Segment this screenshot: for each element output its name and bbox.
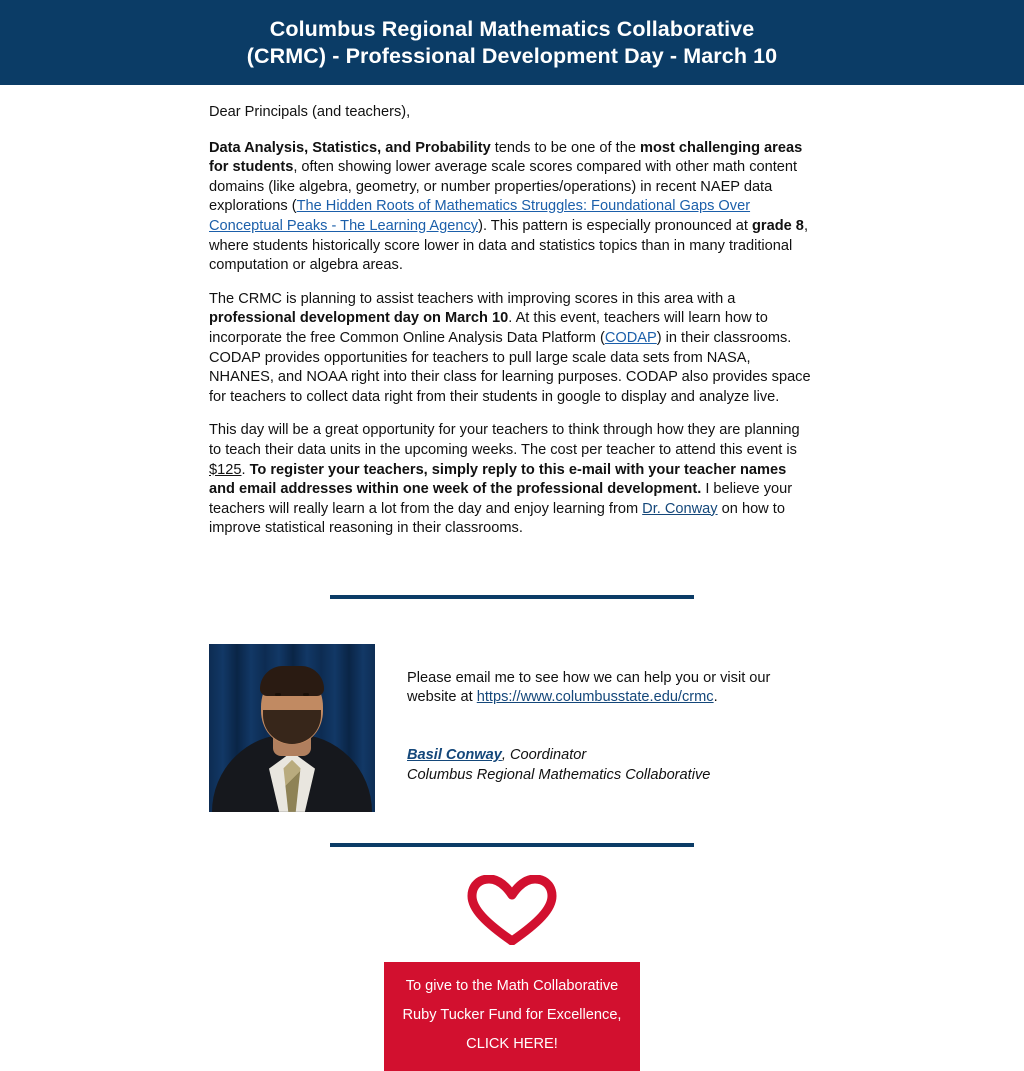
p1-bold-grade: grade 8 [752, 217, 804, 234]
portrait-eye-right [303, 693, 309, 696]
donate-button[interactable] [384, 962, 640, 1071]
p1-bold-challenge: most challenging areas for students [209, 139, 803, 176]
divider-bottom [209, 843, 815, 847]
paragraph-3 [209, 421, 815, 539]
p1-text-2: , often showing lower average scale scores compared with other math content domains (like algebra, geometry, or number properties/operations) in recent NAEP data explorations ( [209, 159, 798, 215]
signature-role: , Coordinator [501, 747, 587, 764]
salutation: Dear Principals (and teachers), [209, 104, 411, 120]
paragraph-2 [209, 290, 815, 408]
p2-text-3: ) in their classrooms. CODAP provides opportunities for teachers to pull large scale data sets from NASA, NHANES, and NOAA right into their class for learning purposes. CODAP also provides space for teachers to collect data right from their students in google to display and analyze live. [209, 329, 811, 405]
p1-bold-topic: Data Analysis, Statistics, and Probability [209, 139, 491, 156]
p3-text-3: I believe your teachers will really learn a lot from the day and enjoy learning from [209, 481, 793, 517]
signature-lead [407, 669, 815, 708]
signature-lead-text: Please email me to see how we can help you or visit our website at [407, 669, 771, 706]
signature-lead-tail: . [713, 689, 718, 706]
p1-text-4: , where students historically score lower in data and statistics topics than in many traditional computation or algebra areas. [209, 217, 808, 274]
p2-text-1: The CRMC is planning to assist teachers with improving scores in this area with a [209, 290, 736, 307]
donate-line-1: To give to the Math Collaborative [405, 977, 619, 994]
p3-text-1: This day will be a great opportunity for your teachers to think through how they are planning to teach their data units in the upcoming weeks. The cost per teacher to attend this event is [209, 422, 800, 458]
signature-name-line [407, 746, 815, 766]
p1-text-3: ). This pattern is especially pronounced at [478, 217, 753, 234]
portrait-image [209, 644, 375, 812]
paragraph-1 [209, 139, 815, 276]
link-codap[interactable]: CODAP [604, 329, 657, 346]
link-signature-name[interactable]: Basil Conway [407, 747, 502, 764]
p3-bold-registration-instructions: To register your teachers, simply reply to this e-mail with your teacher names and email addresses within one week of the professional development. [209, 461, 787, 498]
link-dr-conway[interactable]: Dr. Conway [642, 500, 718, 517]
link-crmc-website[interactable]: https://www.columbusstate.edu/crmc [476, 689, 714, 706]
heart-icon [466, 875, 558, 945]
signature-organization: Columbus Regional Mathematics Collaborative [407, 766, 711, 783]
p1-text-1: tends to be one of the [490, 139, 640, 156]
heart-graphic [0, 875, 1024, 947]
divider-line-bottom [330, 843, 694, 847]
signature-block [209, 599, 815, 812]
header-title-line-1: Columbus Regional Mathematics Collaborative [269, 17, 755, 41]
p3-text-4: on how to improve statistical reasoning in their classrooms. [209, 500, 785, 537]
price-value: $125 [209, 461, 242, 478]
header-title-line-2: (CRMC) - Professional Development Day - March 10 [246, 44, 778, 68]
portrait-eye-left [275, 693, 281, 696]
p3-text-2: . [241, 461, 250, 478]
donate-line-2: Ruby Tucker Fund for Excellence, [402, 1006, 622, 1023]
donate-line-3: CLICK HERE! [466, 1035, 558, 1052]
p2-bold-pd-day: professional development day on March 10 [209, 310, 509, 327]
link-learning-agency-article[interactable]: The Hidden Roots of Mathematics Struggles: Foundational Gaps Over Conceptual Peaks - The Learning Agency [209, 198, 751, 234]
email-body [209, 85, 815, 539]
p2-text-2: . At this event, teachers will learn how to incorporate the free Common Online Analysis Data Platform ( [209, 310, 768, 346]
portrait-hair [260, 666, 324, 696]
signature-text [375, 644, 815, 785]
email-header-banner [0, 0, 1024, 85]
